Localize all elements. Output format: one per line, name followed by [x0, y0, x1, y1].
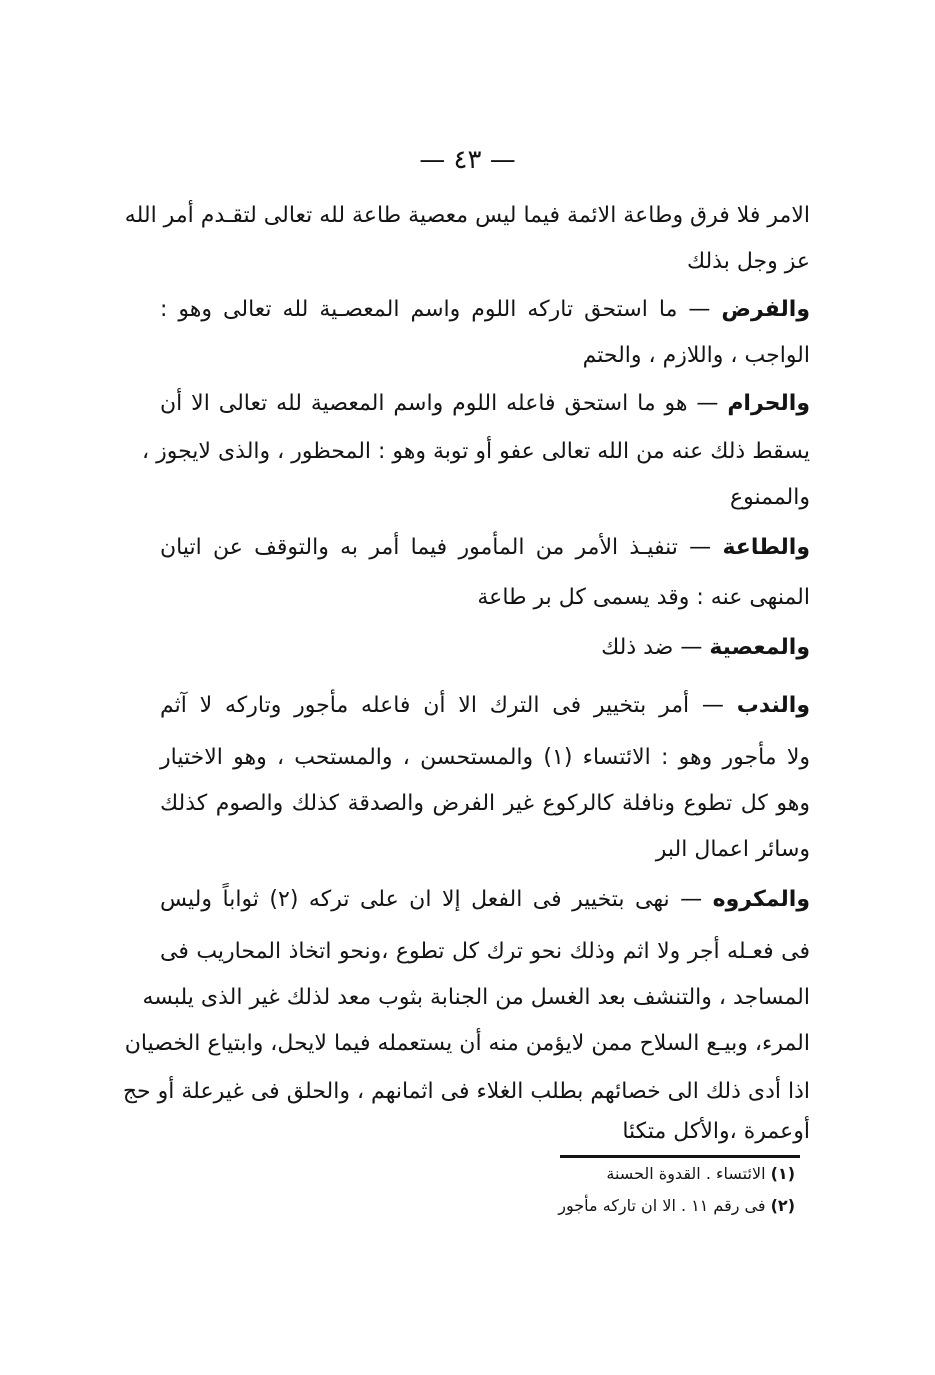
line-text: المساجد ، والتنشف بعد الغسل من الجنابة بثوب معد لذلك غير الذى يلبسه: [142, 985, 810, 1010]
line-text: ولا مأجور وهو : الائتساء (١) والمستحسن ، والمستحب ، وهو الاختيار: [160, 745, 810, 770]
line-text: اذا أدى ذلك الى خصائهم بطلب الغلاء فى اثمانهم ، والحلق فى غيرعلة أو حج: [122, 1079, 810, 1104]
line-text: أوعمرة ،والأكل متكئا: [622, 1119, 810, 1144]
line-text: المنهى عنه : وقد يسمى كل بر طاعة: [477, 585, 810, 610]
definition-term: والفرض: [721, 297, 810, 322]
footnote-marker: (١): [770, 1164, 795, 1183]
definition-fard: [160, 290, 810, 330]
text-line-2: [160, 242, 810, 282]
text-line-16: [160, 932, 810, 972]
footnote-text: الائتساء . القدوة الحسنة: [606, 1164, 766, 1183]
definition-text: — ضد ذلك: [601, 635, 710, 660]
definition-text: — هو ما استحق فاعله اللوم واسم المعصية لله تعالى الا أن: [160, 391, 728, 416]
line-text: الامر فلا فرق وطاعة الائمة فيما ليس معصية طاعة لله تعالى لتقـدم أمر الله: [124, 203, 810, 228]
footnote-separator: [560, 1155, 800, 1158]
definition-term: والمكروه: [712, 887, 810, 912]
definition-masiya: [160, 628, 810, 668]
text-line-4: [160, 336, 810, 376]
footnote-text: فى رقم ١١ . الا ان تاركه مأجور: [558, 1196, 766, 1215]
line-text: والممنوع: [729, 485, 810, 510]
definition-term: والطاعة: [722, 535, 810, 560]
footnote-2: [300, 1192, 795, 1220]
definition-text: — أمر بتخيير فى الترك الا أن فاعله مأجور وتاركه لا آثم: [160, 693, 737, 718]
text-line-19: [122, 1072, 810, 1112]
text-line-17: [142, 978, 810, 1018]
definition-term: والندب: [736, 693, 810, 718]
text-line-12: [160, 738, 810, 778]
footnote-marker: (٢): [770, 1196, 795, 1215]
line-text: يسقط ذلك عنه من الله تعالى عفو أو توبة وهو : المحظور ، والذى لايجوز ،: [142, 439, 810, 464]
line-text: عز وجل بذلك: [686, 249, 810, 274]
text-line-1: [124, 196, 810, 236]
text-line-6: [142, 432, 810, 472]
text-line-7: [160, 478, 810, 518]
definition-term: والحرام: [727, 391, 810, 416]
definition-nadb: [160, 686, 810, 726]
definition-makruh: [160, 880, 810, 920]
footnote-1: [300, 1160, 795, 1188]
definition-text: — تنفيـذ الأمر من المأمور فيما أمر به والتوقف عن اتيان: [160, 535, 723, 560]
text-line-13: [160, 784, 810, 824]
text-line-14: [160, 830, 810, 870]
text-line-18: [124, 1024, 810, 1064]
definition-haram: [160, 384, 810, 424]
definition-taa: [160, 528, 810, 568]
text-line-20: [160, 1112, 810, 1152]
line-text: فى فعـله أجر ولا اثم وذلك نحو ترك كل تطوع ،ونحو اتخاذ المحاريب فى: [160, 939, 810, 964]
line-text: المرء، وبيـع السلاح ممن لايؤمن منه أن يستعمله فيما لايحل، وابتياع الخصيان: [124, 1031, 810, 1056]
definition-term: والمعصية: [709, 635, 810, 660]
definition-text: — نهى بتخيير فى الفعل إلا ان على تركه (٢) ثواباً وليس: [160, 887, 713, 912]
line-text: وسائر اعمال البر: [655, 837, 810, 862]
text-line-9: [160, 578, 810, 618]
line-text: الواجب ، واللازم ، والحتم: [582, 343, 810, 368]
page-number: — ٤٣ —: [419, 145, 516, 175]
line-text: وهو كل تطوع ونافلة كالركوع غير الفرض والصدقة كذلك والصوم كذلك: [160, 791, 810, 816]
definition-text: — ما استحق تاركه اللوم واسم المعصـية لله تعالى وهو :: [160, 297, 722, 322]
